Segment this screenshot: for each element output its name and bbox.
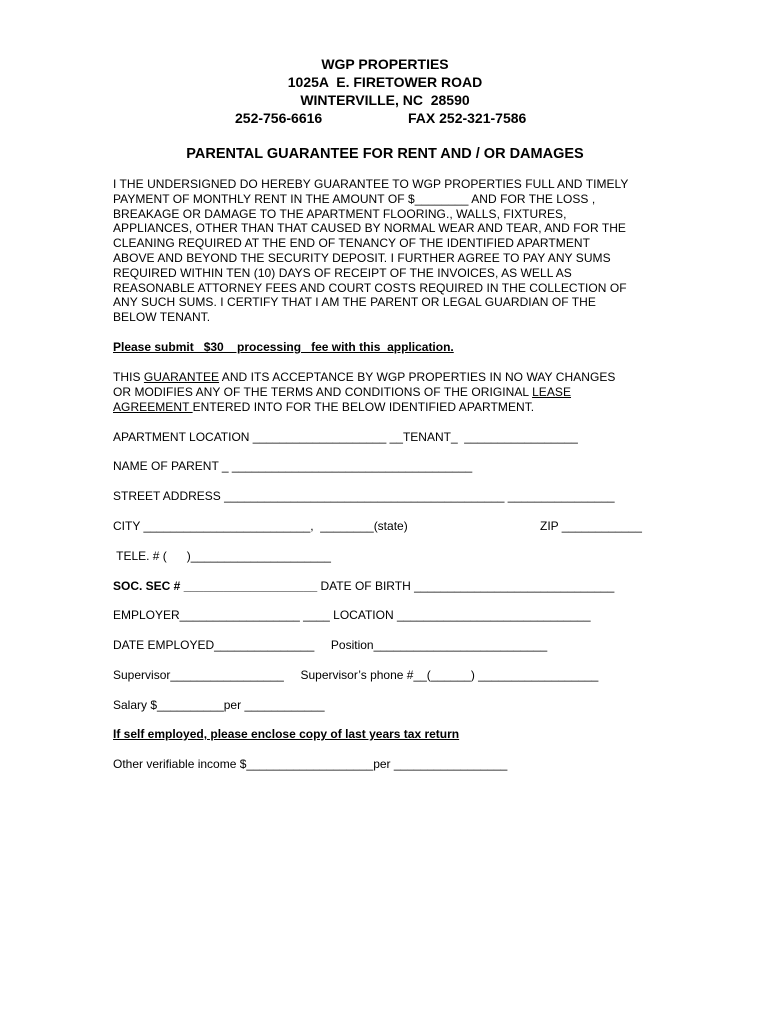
guarantee-line: ANY SUCH SUMS. I CERTIFY THAT I AM THE PARENT OR LEGAL GUARDIAN OF THE [113,295,596,310]
parent-name-field[interactable]: NAME OF PARENT _ ____________________________________ [113,459,473,473]
modification-line-3 [113,400,673,415]
company-street: 1025A E. FIRETOWER ROAD [287,74,483,90]
date-employed-position-field[interactable]: DATE EMPLOYED_______________ Position__________________________ [113,638,548,652]
company-fax: FAX 252-321-7586 [408,110,527,126]
lease-term: LEASE [532,384,572,399]
company-city: WINTERVILLE, NC 28590 [300,92,470,108]
guarantee-line: BELOW TENANT. [113,310,211,325]
modification-paragraph [113,370,673,414]
salary-field[interactable]: Salary $__________per ____________ [113,698,325,712]
street-address-field[interactable]: STREET ADDRESS __________________________________________ ________________ [113,489,615,503]
soc-sec-field[interactable]: SOC. SEC # ____________________ [113,579,318,593]
guarantee-paragraph [113,177,673,325]
guarantee-line: I THE UNDERSIGNED DO HEREBY GUARANTEE TO WGP PROPERTIES FULL AND TIMELY [113,177,629,191]
city-state-field[interactable]: CITY _________________________, ________(state) [113,519,408,533]
employer-location-field[interactable]: EMPLOYER__________________ ____ LOCATION _____________________________ [113,608,591,622]
modification-text: THIS [113,370,144,384]
guarantee-line: APPLIANCES, OTHER THAN THAT CAUSED BY NORMAL WEAR AND TEAR, AND FOR THE [113,221,626,236]
company-name: WGP PROPERTIES [321,56,449,72]
apartment-location-field[interactable]: APARTMENT LOCATION ____________________ __TENANT_ _________________ [113,430,578,444]
guarantee-term: GUARANTEE [143,370,220,384]
soc-sec-dob-row [113,579,614,594]
guarantee-line: ABOVE AND BEYOND THE SECURITY DEPOSIT. I FURTHER AGREE TO PAY ANY SUMS [113,250,611,265]
modification-text: ENTERED INTO FOR THE BELOW IDENTIFIED APARTMENT. [192,399,535,414]
guarantee-line: REASONABLE ATTORNEY FEES AND COURT COSTS REQUIRED IN THE COLLECTION OF [113,280,627,295]
guarantee-line: BREAKAGE OR DAMAGE TO THE APARTMENT FLOORING., WALLS, FIXTURES, [113,206,567,221]
guarantee-line: REQUIRED WITHIN TEN (10) DAYS OF RECEIPT OF THE INVOICES, AS WELL AS [113,265,572,280]
telephone-field[interactable]: TELE. # ( )_____________________ [113,549,331,563]
supervisor-field[interactable]: Supervisor_________________ Supervisor’s phone #__(______) __________________ [113,668,599,682]
agreement-term: AGREEMENT [113,399,193,414]
modification-text: OR MODIFIES ANY OF THE TERMS AND CONDITIONS OF THE ORIGINAL [113,384,533,399]
self-employed-notice: If self employed, please enclose copy of last years tax return [113,727,460,741]
guarantee-line: CLEANING REQUIRED AT THE END OF TENANCY OF THE IDENTIFIED APARTMENT [113,236,590,251]
company-phone: 252-756-6616 [235,110,323,126]
modification-line-2 [113,385,673,400]
fee-notice: Please submit $30 processing fee with this application. [113,340,454,354]
page-title: PARENTAL GUARANTEE FOR RENT AND / OR DAMAGES [186,146,584,162]
other-income-field[interactable]: Other verifiable income $___________________per _________________ [113,757,508,771]
zip-field[interactable]: ZIP ____________ [540,519,642,533]
modification-line-1 [113,370,673,385]
date-of-birth-field[interactable]: DATE OF BIRTH ______________________________ [317,579,615,593]
guarantee-line: PAYMENT OF MONTHLY RENT IN THE AMOUNT OF $________ AND FOR THE LOSS , [113,191,596,206]
modification-text: AND ITS ACCEPTANCE BY WGP PROPERTIES IN NO WAY CHANGES [219,370,616,384]
